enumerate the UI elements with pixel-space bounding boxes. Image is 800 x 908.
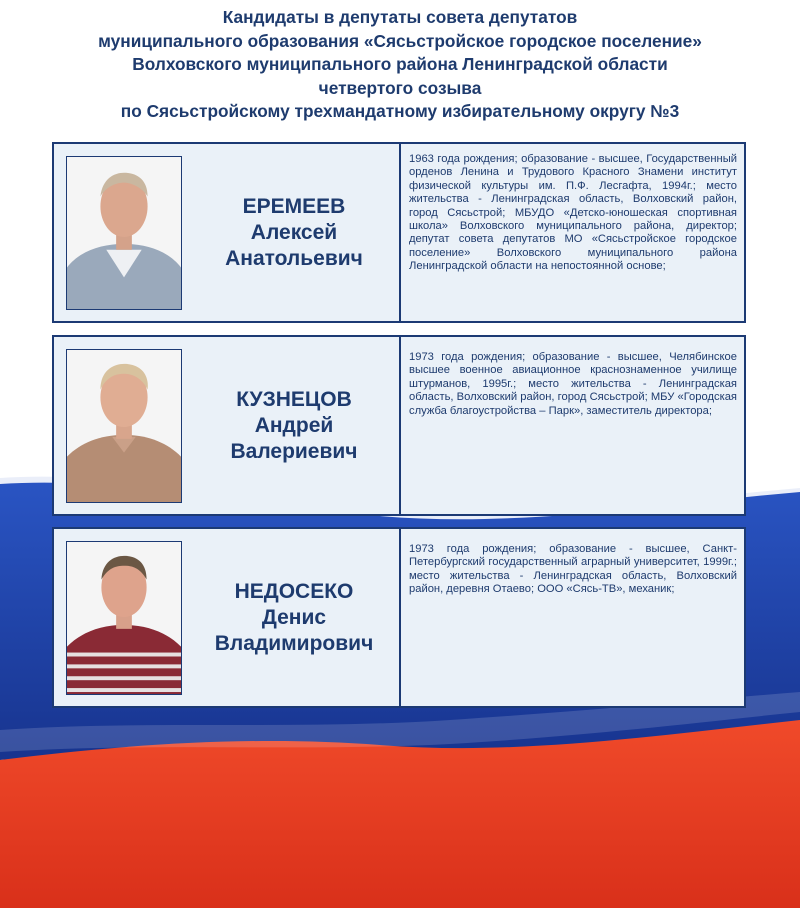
- candidate-first-name: Андрей: [254, 414, 334, 437]
- candidate-surname: НЕДОСЕКО: [234, 580, 354, 603]
- candidate-bio: 1973 года рождения; образование - высшее, Санкт-Петербургский государственный аграрный университет, 1999г.; место жительства - Ленинградская область, Волховский район, деревня Отаево; ООО «Сясь-ТВ», механик;: [409, 543, 737, 596]
- card-divider: [399, 337, 401, 514]
- candidate-photo: [66, 156, 182, 310]
- header-line-2: муниципального образования «Сясьстройское городское поселение»: [98, 30, 702, 51]
- candidate-name: [204, 194, 384, 272]
- candidate-patronymic: Валериевич: [230, 440, 358, 463]
- candidate-surname: КУЗНЕЦОВ: [236, 388, 352, 411]
- candidate-card-kuznetsov: [52, 335, 746, 516]
- page-header: [0, 6, 800, 124]
- header-line-4: четвертого созыва: [318, 77, 482, 98]
- candidate-photo: [66, 349, 182, 503]
- candidate-photo: [66, 541, 182, 695]
- header-line-5: по Сясьстройскому трехмандатному избирательному округу №3: [120, 101, 680, 121]
- candidate-bio: 1963 года рождения; образование - высшее, Государственный орденов Ленина и Трудового Красного Знамени институт физической культуры им. П.Ф. Лесгафта, 1994г.; место жительства - Ленинградская область, Волховский район, город Сясьстрой; МБУДО «Детско-юношеская спортивная школа» Волховского муниципального района, директор; депутат совета депутатов МО «Сясьстройское городское поселение» Волховского муниципального района Ленинградской области на непостоянной основе;: [409, 153, 737, 273]
- header-line-1: Кандидаты в депутаты совета депутатов: [222, 7, 578, 27]
- candidate-card-eremeev: [52, 142, 746, 323]
- candidate-name: [204, 387, 384, 465]
- candidate-first-name: Алексей: [250, 221, 338, 244]
- candidate-patronymic: Анатольевич: [225, 247, 363, 270]
- candidate-bio: 1973 года рождения; образование - высшее, Челябинское высшее военное авиационное краснознаменное училище штурманов, 1995г.; место жительства - Ленинградская область, Волховский район, город Сясьстрой; МБУ «Городская служба благоустройства – Парк», заместитель директора;: [409, 351, 737, 417]
- card-divider: [399, 529, 401, 706]
- card-divider: [399, 144, 401, 321]
- candidate-first-name: Денис: [261, 606, 327, 629]
- candidate-name: [204, 579, 384, 657]
- candidate-surname: ЕРЕМЕЕВ: [242, 195, 346, 218]
- candidate-card-nedoseko: [52, 527, 746, 708]
- flag-red-band: [0, 720, 800, 908]
- header-line-3: Волховского муниципального района Ленинградской области: [132, 54, 668, 74]
- candidate-patronymic: Владимирович: [214, 632, 374, 655]
